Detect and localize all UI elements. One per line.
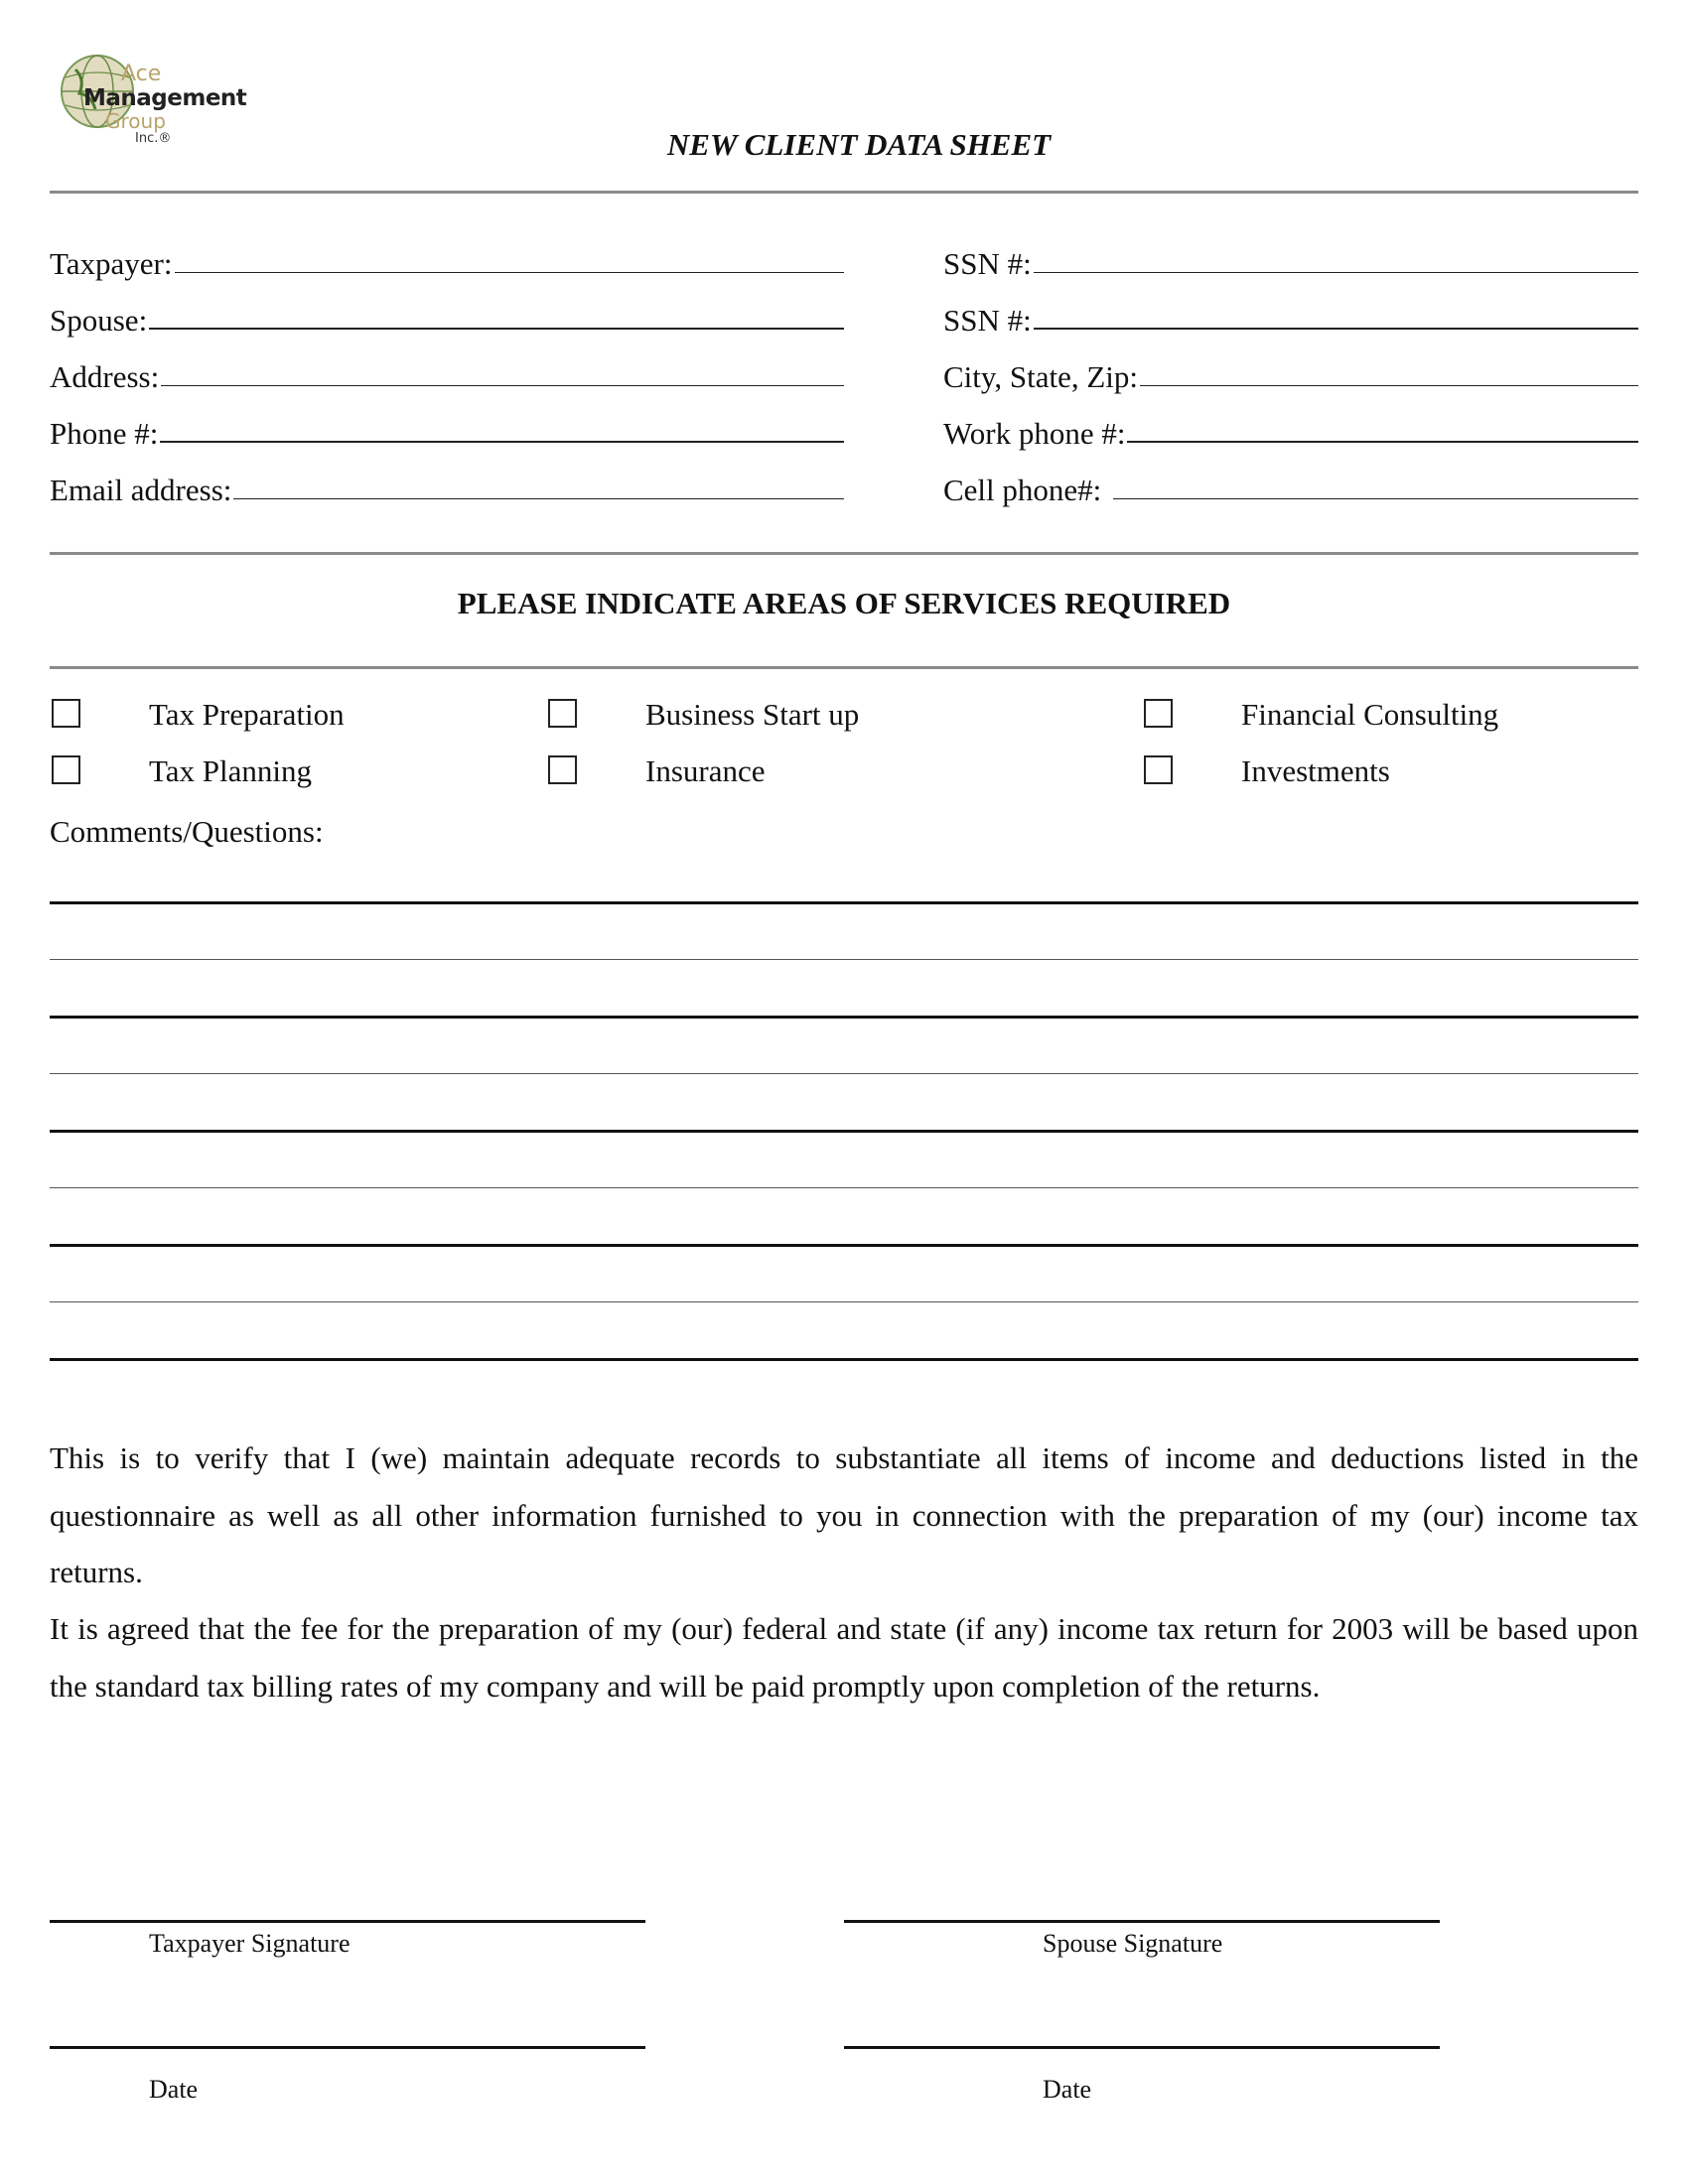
- tax-planning-label: Tax Planning: [149, 753, 313, 788]
- taxpayer-label: Taxpayer:: [50, 246, 173, 281]
- taxpayer-signature-label: Taxpayer Signature: [149, 1929, 351, 1958]
- spouse-field[interactable]: [50, 295, 844, 339]
- comment-line[interactable]: [50, 959, 1638, 960]
- comment-line[interactable]: [50, 1301, 1638, 1302]
- page-title: NEW CLIENT DATA SHEET: [666, 127, 1052, 162]
- comment-line[interactable]: [50, 901, 1638, 904]
- taxpayer-ssn-label: SSN #:: [943, 246, 1032, 281]
- comment-line[interactable]: [50, 1358, 1638, 1361]
- services-row-2: [0, 753, 1688, 793]
- email-input-line[interactable]: [233, 498, 844, 499]
- taxpayer-date-label: Date: [149, 2075, 199, 2104]
- logo-text-inc: Inc.®: [135, 131, 172, 146]
- insurance-checkbox[interactable]: [548, 755, 577, 784]
- tax-planning-checkbox[interactable]: [52, 755, 80, 784]
- taxpayer-date-line[interactable]: [50, 2046, 645, 2049]
- taxpayer-field[interactable]: [50, 238, 844, 282]
- business-start-up-label: Business Start up: [645, 697, 860, 732]
- cell-phone-field[interactable]: [943, 465, 1638, 508]
- spouse-date-line[interactable]: [844, 2046, 1440, 2049]
- email-field[interactable]: [50, 465, 844, 508]
- spouse-ssn-input-line[interactable]: [1034, 328, 1638, 330]
- comments-label: Comments/Questions:: [50, 814, 324, 849]
- taxpayer-signature-line[interactable]: [50, 1920, 645, 1923]
- services-row-1: [0, 697, 1688, 737]
- logo-text-group: Group: [105, 109, 166, 133]
- comment-line[interactable]: [50, 1073, 1638, 1074]
- investments-label: Investments: [1241, 753, 1390, 788]
- logo-text-management: Management: [83, 85, 247, 111]
- header-divider: [50, 191, 1638, 194]
- comment-line[interactable]: [50, 1187, 1638, 1188]
- comment-line[interactable]: [50, 1130, 1638, 1133]
- services-heading: PLEASE INDICATE AREAS OF SERVICES REQUIRED: [457, 586, 1231, 620]
- spouse-date-label: Date: [1043, 2075, 1092, 2104]
- city-state-zip-label: City, State, Zip:: [943, 359, 1139, 394]
- spouse-signature-line[interactable]: [844, 1920, 1440, 1923]
- phone-field[interactable]: [50, 408, 844, 452]
- taxpayer-input-line[interactable]: [175, 272, 845, 273]
- spouse-ssn-field[interactable]: [943, 295, 1638, 339]
- tax-preparation-checkbox[interactable]: [52, 699, 80, 728]
- comment-line[interactable]: [50, 1244, 1638, 1247]
- cell-phone-label: Cell phone#:: [943, 473, 1102, 507]
- fee-agreement-paragraph: It is agreed that the fee for the preparation of my (our) federal and state (if any) income tax return for 2003 will be based upon the standard tax billing rates of my company and will be paid promptly upon completion of the returns.: [50, 1611, 1638, 1704]
- city-state-zip-field[interactable]: [943, 351, 1638, 395]
- business-start-up-checkbox[interactable]: [548, 699, 577, 728]
- financial-consulting-label: Financial Consulting: [1241, 697, 1499, 732]
- spouse-input-line[interactable]: [149, 328, 844, 330]
- logo-text-ace: Ace: [121, 62, 162, 86]
- work-phone-input-line[interactable]: [1127, 441, 1638, 443]
- work-phone-field[interactable]: [943, 408, 1638, 452]
- verification-paragraph: This is to verify that I (we) maintain adequate records to substantiate all items of income and deductions listed in the questionnaire as well as all other information furnished to you in connection with the preparation of my (our) income tax returns.: [50, 1440, 1638, 1589]
- services-divider: [50, 666, 1638, 669]
- spouse-ssn-label: SSN #:: [943, 303, 1032, 338]
- spouse-label: Spouse:: [50, 303, 148, 338]
- fields-divider: [50, 552, 1638, 555]
- comment-line[interactable]: [50, 1016, 1638, 1019]
- tax-preparation-label: Tax Preparation: [149, 697, 345, 732]
- address-field[interactable]: [50, 351, 844, 395]
- financial-consulting-checkbox[interactable]: [1144, 699, 1173, 728]
- cell-phone-input-line[interactable]: [1113, 498, 1638, 499]
- address-label: Address:: [50, 359, 160, 394]
- investments-checkbox[interactable]: [1144, 755, 1173, 784]
- email-label: Email address:: [50, 473, 232, 507]
- taxpayer-ssn-field[interactable]: [943, 238, 1638, 282]
- taxpayer-ssn-input-line[interactable]: [1034, 272, 1638, 273]
- address-input-line[interactable]: [161, 385, 844, 386]
- phone-label: Phone #:: [50, 416, 159, 451]
- phone-input-line[interactable]: [160, 441, 844, 443]
- work-phone-label: Work phone #:: [943, 416, 1126, 451]
- insurance-label: Insurance: [645, 753, 766, 788]
- spouse-signature-label: Spouse Signature: [1043, 1929, 1223, 1958]
- city-state-zip-input-line[interactable]: [1140, 385, 1638, 386]
